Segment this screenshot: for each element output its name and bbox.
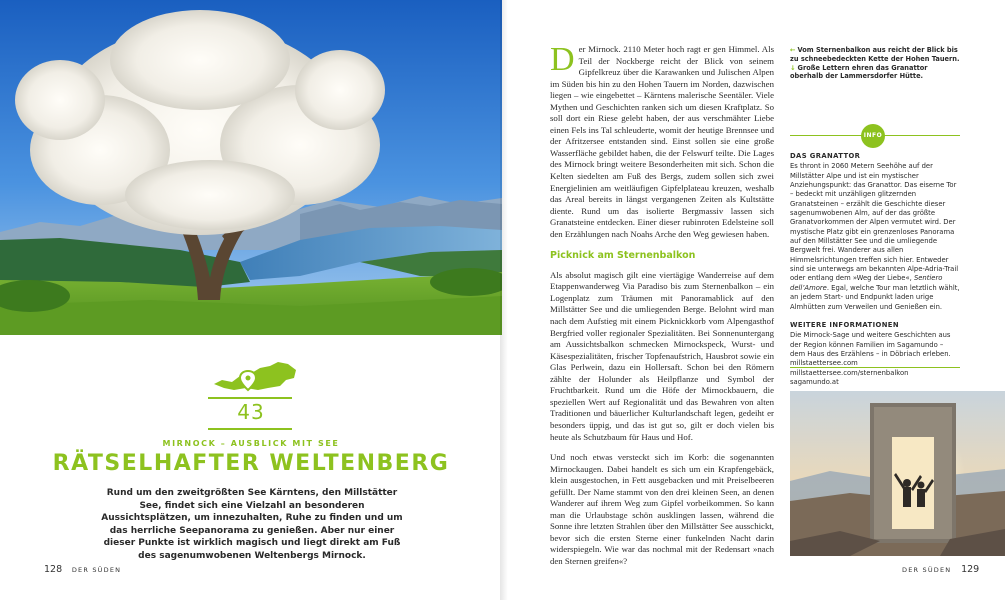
kicker: MIRNOCK – AUSBLICK MIT SEE xyxy=(162,439,340,448)
link-millstaettersee[interactable]: millstaettersee.com xyxy=(790,359,858,368)
paragraph-gap xyxy=(550,443,774,452)
lead-paragraph: Rund um den zweitgrößten See Kärntens, den Millstätter See, findet sich eine Vielzahl an besonderen Aussichtsplätzen, um innezuhalten, Ruhe zu finden und um das herrliche Seepanorama zu genießen. Aber nur einer dieser Punkte ist wirklich magisch und liegt direkt am Fuß des sagenumwobenen Weltenbergs Mirnock. xyxy=(101,488,403,561)
intro-text: er Mirnock. 2110 Meter hoch ragt er gen Himmel. Als Teil der Nockberge reicht der Blick von seinem Gipfelkreuz über die Karawanken und Julischen Alpen im Süden bis hin zu den Hohen Tauern im Norden, dazwischen liegen – wie eingebettet – Kärntens malerische Seentäler. Viele Mythen und Geschichten ranken sich um diesen Kraftplatz. So soll dort ein Riese gelebt haben, der aus verschmähter Liebe einen Fels ins Tal schleuderte, womit der heutige Brennsee und der Afritzersee entstanden sind. Einst sollen sie eine große Wasserfläche gebildet haben, die der Felswurf teilte. Die Lages des Mirnock bringt weitere Besonderheiten mit sich. Schon die Kelten siedelten am Fuß des Bergs, zudem sollen sich zwei Energielinien am weitläufigen Gipfelplateau kreuzen, weshalb das Areal bereits in längst vergangenen Zeiten als Kultstätte diente. Rund um das isolierte Bergmassiv lassen sich Granatsteine entdecken. Einer dieser rubinroten Edelsteine soll den Erzählungen nach Noahs Arche den Weg gewiesen haben. xyxy=(550,44,774,239)
photo-granattor xyxy=(790,391,1005,556)
folio-left xyxy=(44,564,121,575)
folio-right xyxy=(902,564,979,575)
info-gap xyxy=(790,312,960,321)
austria-map-pin-icon xyxy=(210,358,300,398)
number-rule-top xyxy=(208,397,292,399)
left-page xyxy=(0,0,502,600)
info-badge: INFO xyxy=(861,124,885,148)
info-text: Es thront in 2060 Metern Seehöhe auf der Millstätter Alpe und ist ein mystischer Anziehungspunkt: das Granattor. Das eiserne Tor – bedeckt mit unzähligen glitzernden Granatsteinen – erzählt die Geschichte dieser sagenumwobenen Alm, auf der das größte Granatvorkommen der Alpen vermutet wird. Der mystische Platz gibt ein grenzenloses Panorama auf den Millstätter See und die umliegende Bergwelt frei. Wanderer aus allen Himmelsrichtungen treffen sich hier. Entweder sind sie unterwegs am bekannten Alpe-Adria-Trail oder entlang dem »Weg der Liebe«, Sentiero dell’Amore. Egal, welche Tour man letztlich wählt, an jedem Start- und Endpunkt laden urige Almhütten zum Verweilen und Genießen ein. xyxy=(790,162,960,311)
book-gutter-shadow xyxy=(500,0,508,600)
info-text-italic: Sentiero dell’Amore xyxy=(790,274,943,292)
info-title: DAS GRANATTOR xyxy=(790,152,861,160)
photo-captions xyxy=(790,46,960,81)
headline: RÄTSELHAFTER WELTENBERG xyxy=(52,451,450,476)
paragraph-2: Als absolut magisch gilt eine viertägige Wanderreise auf dem Etappenwanderweg Via Paradiso bis zum Sternenbalkon – ein Logenplatz zum Träumen mit Panoramablick auf den Millstätter See und die umliegenden Berge. Belohnt wird man nach dem Aufstieg mit einem Picknickkorb vom Alpengasthof Bergfried voller regionaler Spezialitäten. Bei Sonnenuntergang am Aussichtsbalkon schmecken Mirnockspeck, Wurst- und Käsespezialitäten, frischer Topfenaufstrich, Hausbrot sowie ein Glas Perlwein, dazu ein Hollersaft. Schon bei den Römern zählte der Holunder als Heilpflanze und Symbol der Fruchtbarkeit. Rund um die Höfe der Mirnockbauern, die speziellen Wert auf Regionalität und das Bewahren von alten Traditionen und bäuerlicher Kulturlandschaft legen, gedeiht er besonders üppig, und das ist gut so, gilt er doch vielen bis heute als Schutzbaum für Haus und Hof. xyxy=(550,269,774,442)
spot-number: 43 xyxy=(237,400,265,424)
more-info-text: Die Mirnock-Sage und weitere Geschichten aus der Region können Familien im Sagamundo – dem Haus des Erzählens – in Döbriach erleben. xyxy=(790,331,951,358)
paragraph-3: Und noch etwas versteckt sich im Korb: die sogenannten Mirnockaugen. Dabei handelt es sich um ein Krapfengebäck, klein ausgestochen, in Fett ausgebacken und mit Preiselbeeren gefüllt. Der Name stammt von den drei kleinen Seen, an denen Wanderer auf ihrem Weg zum Gipfel vorbeikommen. So kann man die Urlaubstage schön ausklingen lassen, während die Sonne ihre letzten Strahlen über den Millstätter See ausschickt, bevor sich die ersten Sterne einer funkelnden Nacht darin widerspiegeln. Wie war das nochmal mit der Redensart »nach den Sternen greifen«? xyxy=(550,452,774,566)
link-sagamundo[interactable]: sagamundo.at xyxy=(790,377,839,386)
intro-paragraph xyxy=(550,41,774,240)
photo-blossoming-tree xyxy=(0,0,502,335)
section-label-left: DER SÜDEN xyxy=(71,566,122,574)
more-info-title: WEITERE INFORMATIONEN xyxy=(790,320,899,329)
page-number-left: 128 xyxy=(44,564,63,575)
right-page xyxy=(502,0,1005,600)
caption-1: ← Vom Sternenbalkon aus reicht der Blick bis zu schneebedeckten Kette der Hohen Tauern. xyxy=(790,46,960,63)
number-rule-bottom xyxy=(208,428,292,430)
link-sternenbalkon[interactable]: millstaettersee.com/sternenbalkon xyxy=(790,368,909,377)
arrow-down-icon: ↓ xyxy=(790,63,796,72)
info-rule-bottom xyxy=(790,367,960,368)
page-number-right: 129 xyxy=(961,564,980,575)
caption-2: ↓ Große Lettern ehren das Granattor oberhalb der Lammersdorfer Hütte. xyxy=(790,63,928,81)
drop-cap: D xyxy=(550,41,575,78)
section-label-right: DER SÜDEN xyxy=(902,566,952,574)
arrow-icon: ← xyxy=(790,46,796,54)
subheading: Picknick am Sternenbalkon xyxy=(550,250,696,262)
main-text-column xyxy=(550,41,774,568)
info-box xyxy=(790,152,960,387)
